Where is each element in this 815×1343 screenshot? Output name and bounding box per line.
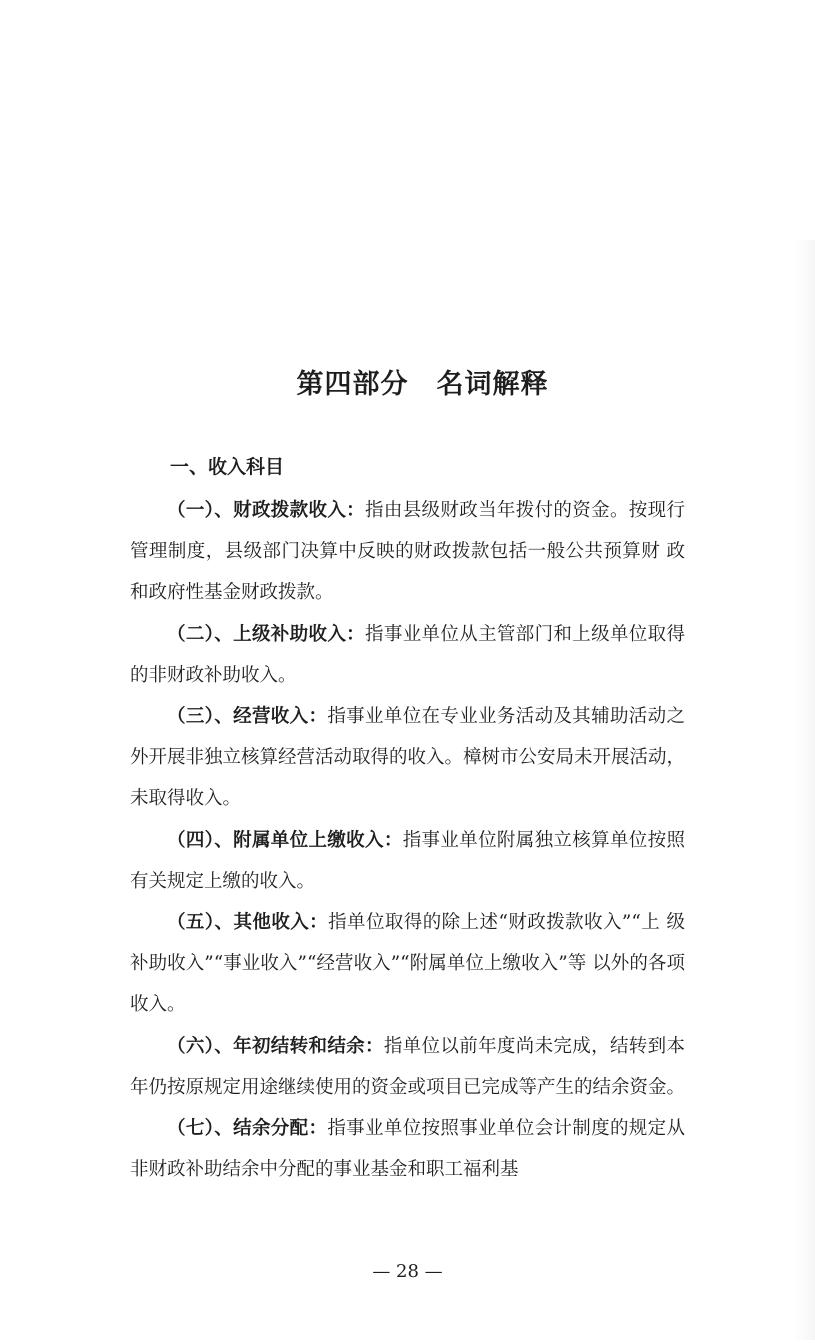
page-number: — 28 — [372, 1261, 443, 1282]
term-label: （七）、结余分配： [167, 1118, 328, 1140]
term-label: （二）、上级补助收入： [167, 623, 366, 645]
paragraph-other-income [130, 902, 685, 1026]
term-label: （一）、财政拨款收入： [167, 500, 366, 521]
paragraph-affiliated-unit-income [130, 820, 685, 902]
term-definition: 指单位以前年度尚未完成，结转到本 年仍按原规定用途继续使用的资金或项目已完成等产生的结余资金。 [130, 1035, 686, 1098]
body-text [130, 490, 685, 1190]
term-definition: 指事业单位附属独立核算单位按照 有关规定上缴的收入。 [130, 829, 685, 892]
paragraph-balance-distribution [130, 1108, 685, 1190]
term-definition: 指事业单位在专业业务活动及其辅助活动之外开展非独立核算经营活动取得的收入。樟树市公安局未开展活动，未取得收入。 [130, 706, 686, 810]
term-label: （五）、其他收入： [167, 912, 329, 934]
paragraph-fiscal-allocation-income [130, 490, 685, 614]
term-label: （三）、经营收入： [167, 706, 328, 728]
term-label: （六）、年初结转和结余： [167, 1035, 384, 1057]
page-title: 第四部分 名词解释 [296, 369, 549, 400]
term-label: （四）、附属单位上缴收入： [167, 829, 403, 851]
term-definition: 指由县级财政当年拨付的资金。按现行 管理制度，县级部门决算中反映的财政拨款包括一般公共预算财 政和政府性基金财政拨款。 [130, 500, 685, 604]
term-definition: 指单位取得的除上述“财政拨款收入”“上 级补助收入”“事业收入”“经营收入”“附属单位上缴收入”等 以外的各项收入。 [130, 912, 685, 1016]
paragraph-operating-income [130, 696, 685, 820]
paragraph-superior-subsidy-income [130, 614, 685, 696]
paragraph-carryover-balance [130, 1026, 685, 1108]
term-definition: 指事业单位按照事业单位会计制度的规定从 非财政补助结余中分配的事业基金和职工福利基 [130, 1118, 685, 1181]
scan-edge-shadow [793, 240, 815, 1340]
section-heading: 一、收入科目 [170, 456, 285, 478]
term-definition: 指事业单位从主管部门和上级单位取得 的非财政补助收入。 [130, 623, 685, 686]
